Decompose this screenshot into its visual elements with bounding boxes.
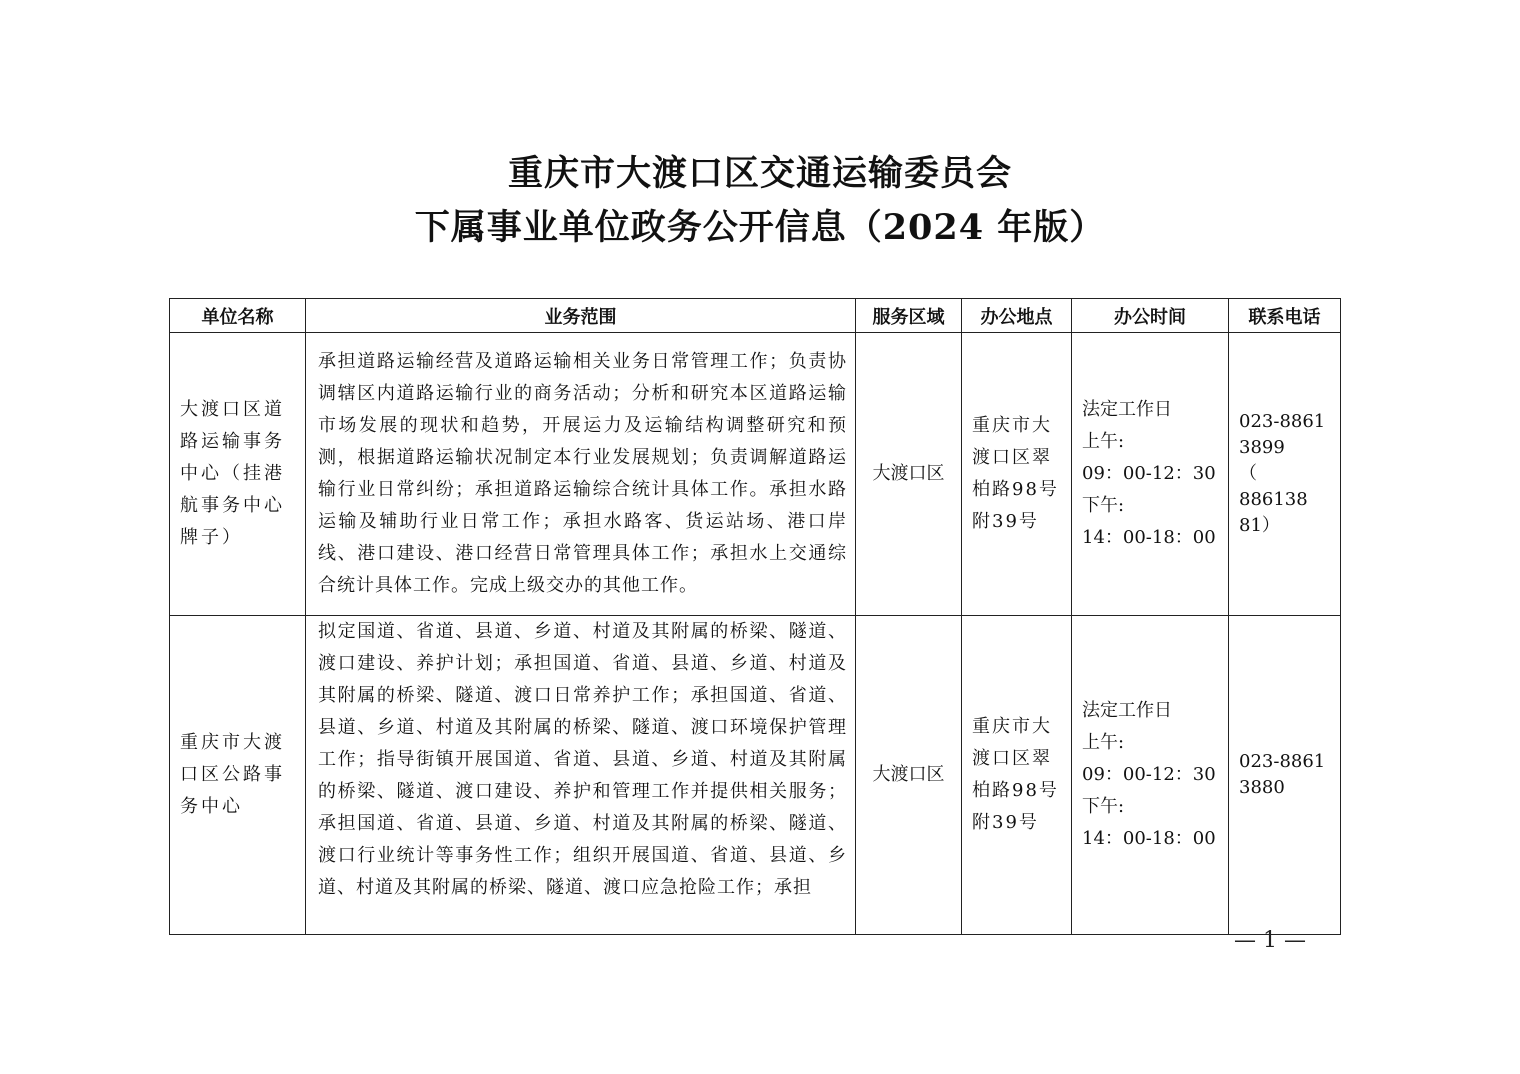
phone-number [1229, 409, 1340, 539]
hours-line: 下午: [1082, 495, 1125, 516]
hours-line: 上午: [1082, 431, 1125, 452]
column-header-location: 办公地点 [962, 299, 1072, 333]
office-hours [1072, 394, 1228, 554]
page-number: — 1 — [1234, 928, 1306, 953]
phone-line: 023-8861 [1239, 411, 1326, 432]
hours-line: 法定工作日 [1082, 399, 1172, 420]
location-cell [962, 616, 1072, 935]
phone-number [1229, 749, 1340, 801]
area-cell [856, 333, 962, 616]
column-header-phone: 联系电话 [1229, 299, 1341, 333]
phone-line: 3899 [1239, 437, 1285, 458]
scope-text: 拟定国道、省道、县道、乡道、村道及其附属的桥梁、隧道、渡口建设、养护计划；承担国道、省道、县道、乡道、村道及其附属的桥梁、隧道、渡口日常养护工作；承担国道、省道、县道、乡道、村道及其附属的桥梁、隧道、渡口环境保护管理工作；指导街镇开展国道、省道、县道、乡道、村道及其附属的桥梁、隧道、渡口建设、养护和管理工作并提供相关服务；承担国道、省道、县道、乡道、村道及其附属的桥梁、隧道、渡口行业统计等事务性工作；组织开展国道、省道、县道、乡道、村道及其附属的桥梁、隧道、渡口应急抢险工作；承担 [318, 621, 847, 898]
unit-name: 大渡口区道路运输事务中心（挂港航事务中心牌子） [180, 399, 285, 548]
location-cell [962, 333, 1072, 616]
column-header-scope: 业务范围 [306, 299, 856, 333]
office-location: 重庆市大渡口区翠柏路98号附39号 [972, 716, 1059, 833]
area-cell [856, 616, 962, 935]
table-row [170, 333, 1341, 616]
hours-line: 09：00-12：30 [1082, 463, 1216, 484]
hours-cell [1072, 333, 1229, 616]
phone-line: 81） [1239, 515, 1280, 536]
phone-cell [1229, 333, 1341, 616]
office-hours [1072, 695, 1228, 855]
table-row [170, 616, 1341, 935]
hours-line: 14：00-18：00 [1082, 527, 1216, 548]
document-title-line1: 重庆市大渡口区交通运输委员会 [507, 153, 1012, 194]
hours-line: 下午: [1082, 796, 1125, 817]
scope-cell [306, 616, 856, 935]
service-area: 大渡口区 [872, 463, 945, 484]
column-header-hours: 办公时间 [1072, 299, 1229, 333]
hours-line: 法定工作日 [1082, 700, 1172, 721]
table-header-row [170, 299, 1341, 333]
hours-line: 14：00-18：00 [1082, 828, 1216, 849]
unit-cell [170, 616, 306, 935]
hours-cell [1072, 616, 1229, 935]
phone-line: 3880 [1239, 777, 1285, 798]
phone-line: 023-8861 [1239, 751, 1326, 772]
office-location: 重庆市大渡口区翠柏路98号附39号 [972, 415, 1059, 532]
document-title-line2: 下属事业单位政务公开信息（2024 年版） [414, 207, 1106, 248]
hours-line: 上午: [1082, 732, 1125, 753]
column-header-area: 服务区域 [856, 299, 962, 333]
info-table [169, 298, 1341, 935]
hours-line: 09：00-12：30 [1082, 764, 1216, 785]
phone-cell [1229, 616, 1341, 935]
unit-name: 重庆市大渡口区公路事务中心 [180, 732, 285, 817]
scope-cell [306, 333, 856, 616]
scope-text: 承担道路运输经营及道路运输相关业务日常管理工作；负责协调辖区内道路运输行业的商务活动；分析和研究本区道路运输市场发展的现状和趋势，开展运力及运输结构调整研究和预测，根据道路运输状况制定本行业发展规划；负责调解道路运输行业日常纠纷；承担道路运输综合统计具体工作。承担水路运输及辅助行业日常工作；承担水路客、货运站场、港口岸线、港口建设、港口经营日常管理具体工作；承担水上交通综合统计具体工作。完成上级交办的其他工作。 [318, 351, 847, 596]
column-header-unit: 单位名称 [170, 299, 306, 333]
phone-line: （ 886138 [1239, 463, 1308, 510]
unit-cell [170, 333, 306, 616]
service-area: 大渡口区 [872, 764, 945, 785]
